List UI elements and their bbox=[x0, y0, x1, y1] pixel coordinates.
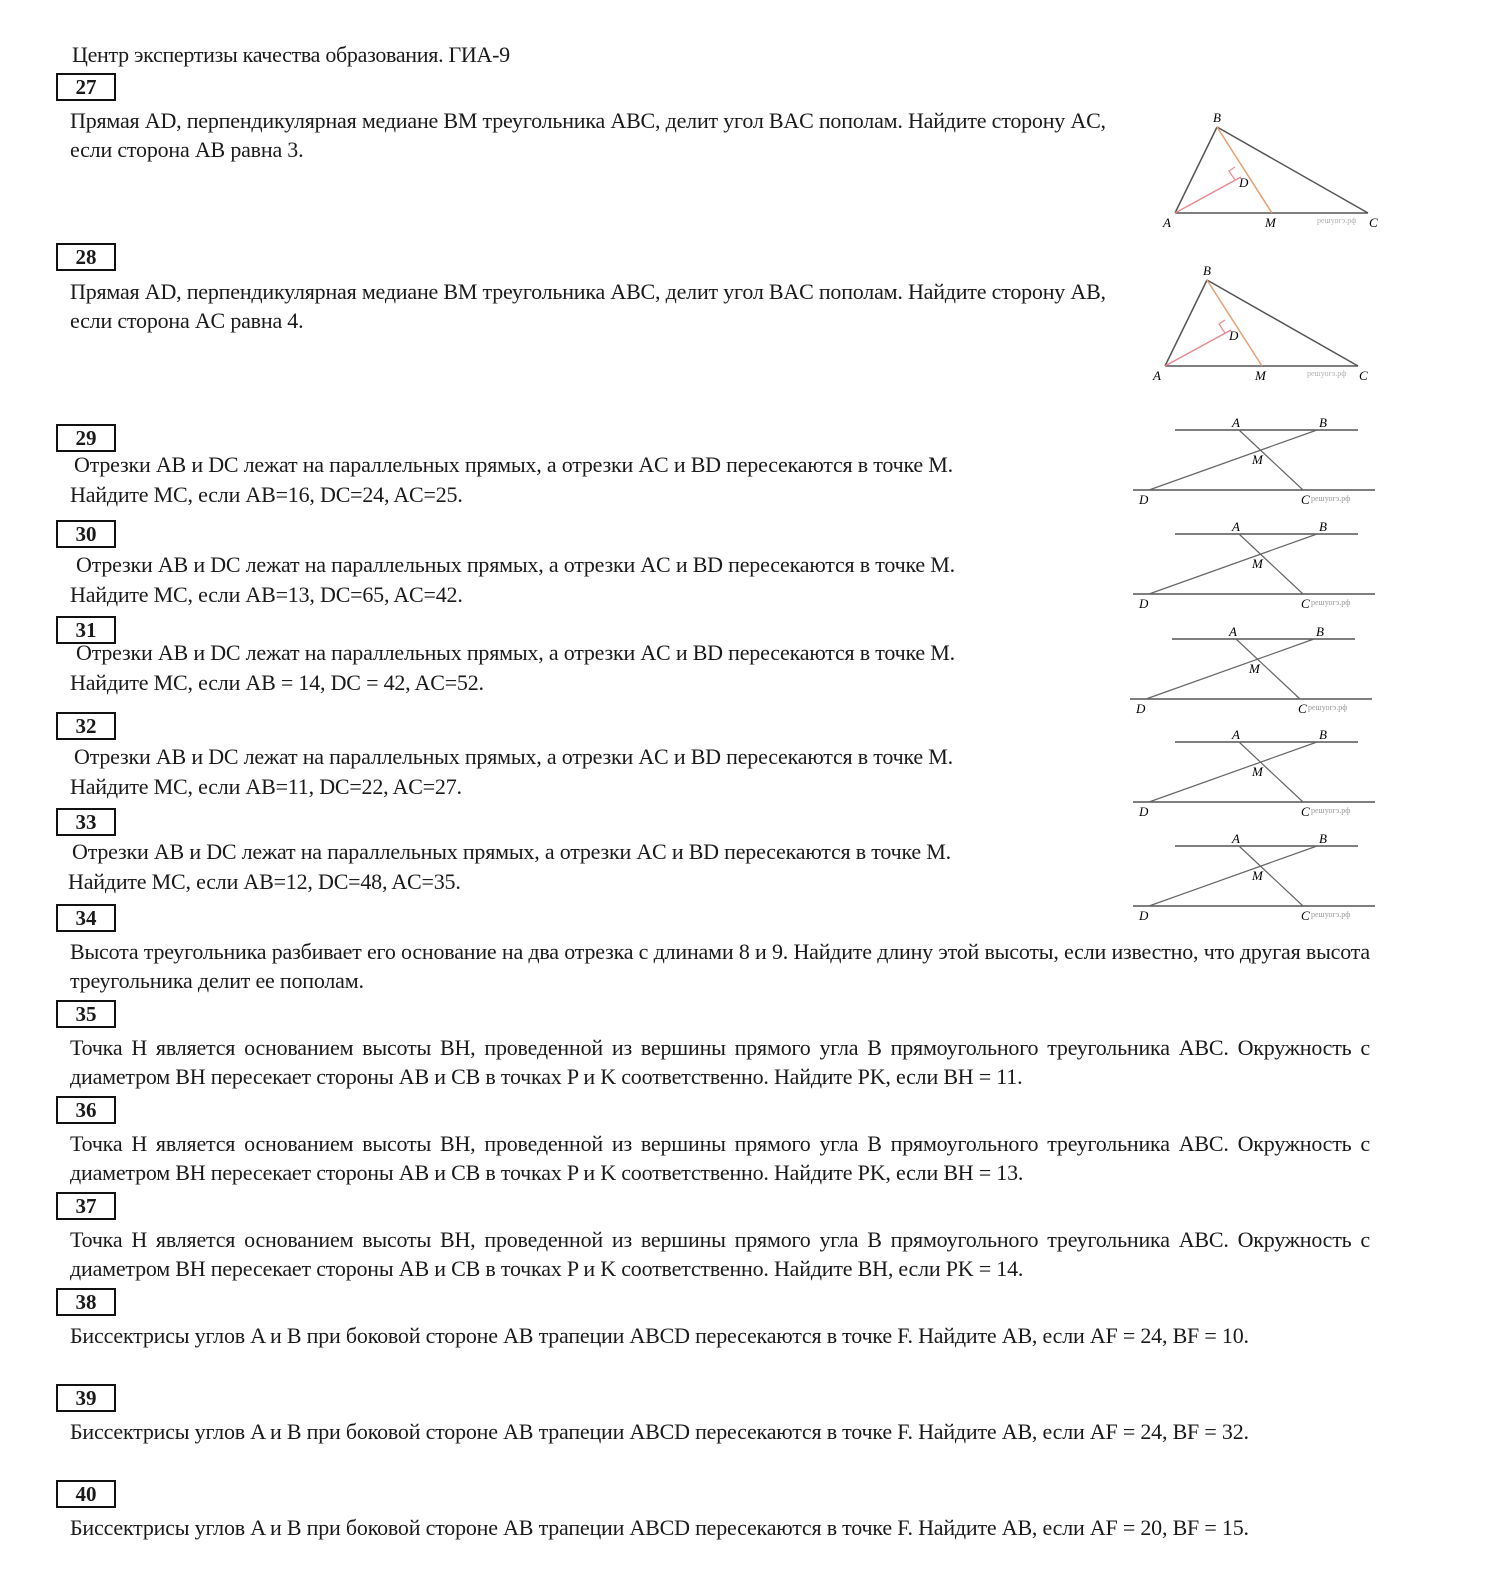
problem-number: 37 bbox=[56, 1192, 116, 1220]
parallel-segments-figure bbox=[1125, 724, 1375, 819]
svg-text:M: M bbox=[1265, 215, 1276, 230]
problem-text: Биссектрисы углов A и B при боковой стороне AB трапеции ABCD пересекаются в точке F. Найдите AB, если AF = 20, BF = 15. bbox=[70, 1515, 1249, 1540]
svg-text:M: M bbox=[1252, 868, 1263, 883]
svg-text:B: B bbox=[1319, 415, 1327, 430]
svg-text:B: B bbox=[1316, 624, 1324, 639]
svg-text:B: B bbox=[1319, 519, 1327, 534]
problem-text-line2: Найдите MC, если AB=16, DC=24, AC=25. bbox=[70, 482, 463, 507]
problem-text: Биссектрисы углов A и B при боковой стороне AB трапеции ABCD пересекаются в точке F. Найдите AB, если AF = 24, BF = 10. bbox=[70, 1323, 1249, 1348]
problem-text-line2: Найдите MC, если AB = 14, DC = 42, AC=52. bbox=[70, 670, 484, 695]
problem-number: 33 bbox=[56, 808, 116, 836]
problem-number: 31 bbox=[56, 616, 116, 644]
svg-text:M: M bbox=[1252, 452, 1263, 467]
triangle-figure bbox=[1155, 105, 1395, 235]
problem-text-line1: Отрезки AB и DC лежат на параллельных прямых, а отрезки AC и BD пересекаются в точке M. bbox=[74, 452, 953, 477]
problem-text-line2: Найдите MC, если AB=11, DC=22, AC=27. bbox=[70, 774, 462, 799]
svg-text:D: D bbox=[1229, 328, 1239, 343]
problem-text-line1: Отрезки AB и DC лежат на параллельных прямых, а отрезки AC и BD пересекаются в точке M. bbox=[72, 839, 951, 864]
svg-text:D: D bbox=[1139, 596, 1149, 611]
svg-text:A: A bbox=[1232, 519, 1240, 534]
svg-text:D: D bbox=[1136, 701, 1146, 716]
parallel-segments-figure bbox=[1125, 828, 1375, 923]
triangle-figure bbox=[1145, 258, 1385, 388]
problem-text: Точка H является основанием высоты BH, проведенной из вершины прямого угла B прямоугольного треугольника ABC. Окружность с диаметром BH пересекает стороны AB и CB в точках P и K соответственно. Найдите PK, если BH = 11. bbox=[70, 1035, 1370, 1089]
problem-text: Биссектрисы углов A и B при боковой стороне AB трапеции ABCD пересекаются в точке F. Найдите AB, если AF = 24, BF = 32. bbox=[70, 1419, 1249, 1444]
svg-text:решуогэ.рф: решуогэ.рф bbox=[1311, 494, 1351, 503]
parallel-segments-figure bbox=[1125, 412, 1375, 507]
svg-text:D: D bbox=[1139, 492, 1149, 507]
svg-text:решуогэ.рф: решуогэ.рф bbox=[1308, 703, 1348, 712]
svg-text:M: M bbox=[1252, 556, 1263, 571]
svg-text:M: M bbox=[1255, 368, 1266, 383]
svg-text:A: A bbox=[1163, 215, 1171, 230]
svg-text:D: D bbox=[1139, 804, 1149, 819]
svg-text:C: C bbox=[1301, 596, 1310, 611]
problem-number: 32 bbox=[56, 712, 116, 740]
svg-text:A: A bbox=[1153, 368, 1161, 383]
svg-text:C: C bbox=[1298, 701, 1307, 716]
problem-text: Прямая AD, перпендикулярная медиане BM треугольника ABC, делит угол BAC пополам. Найдите сторону AC, если сторона AB равна 3. bbox=[70, 108, 1106, 162]
svg-text:решуогэ.рф: решуогэ.рф bbox=[1307, 369, 1347, 378]
problem-text: Точка H является основанием высоты BH, проведенной из вершины прямого угла B прямоугольного треугольника ABC. Окружность с диаметром BH пересекает стороны AB и CB в точках P и K соответственно. Найдите PK, если BH = 13. bbox=[70, 1131, 1370, 1185]
label-B: B bbox=[1213, 110, 1221, 125]
svg-text:M: M bbox=[1252, 764, 1263, 779]
problem-text-line2: Найдите MC, если AB=12, DC=48, AC=35. bbox=[68, 869, 461, 894]
problem-text: Высота треугольника разбивает его основание на два отрезка с длинами 8 и 9. Найдите длину этой высоты, если известно, что другая высота треугольника делит ее пополам. bbox=[70, 939, 1370, 993]
svg-text:A: A bbox=[1232, 831, 1240, 846]
svg-text:B: B bbox=[1319, 727, 1327, 742]
problem-number: 40 bbox=[56, 1480, 116, 1508]
svg-text:C: C bbox=[1301, 908, 1310, 923]
problem-text: Точка H является основанием высоты BH, проведенной из вершины прямого угла B прямоугольного треугольника ABC. Окружность с диаметром BH пересекает стороны AB и CB в точках P и K соответственно. Найдите BH, если PK = 14. bbox=[70, 1227, 1370, 1281]
problem-number: 36 bbox=[56, 1096, 116, 1124]
page-header: Центр экспертизы качества образования. ГИА-9 bbox=[72, 42, 510, 67]
svg-text:A: A bbox=[1232, 727, 1240, 742]
svg-text:B: B bbox=[1203, 263, 1211, 278]
svg-text:решуогэ.рф: решуогэ.рф bbox=[1311, 806, 1351, 815]
svg-text:C: C bbox=[1301, 804, 1310, 819]
problem-text: Прямая AD, перпендикулярная медиане BM треугольника ABC, делит угол BAC пополам. Найдите сторону AB, если сторона AC равна 4. bbox=[70, 279, 1106, 333]
svg-text:A: A bbox=[1229, 624, 1237, 639]
problem-number: 39 bbox=[56, 1384, 116, 1412]
parallel-segments-figure bbox=[1125, 516, 1375, 611]
problem-number: 34 bbox=[56, 904, 116, 932]
svg-text:A: A bbox=[1232, 415, 1240, 430]
problem-number: 28 bbox=[56, 243, 116, 271]
problem-number: 27 bbox=[56, 73, 116, 101]
problem-text-line1: Отрезки AB и DC лежат на параллельных прямых, а отрезки AC и BD пересекаются в точке M. bbox=[76, 640, 955, 665]
parallel-segments-figure bbox=[1122, 621, 1372, 716]
svg-text:D: D bbox=[1239, 175, 1249, 190]
svg-text:C: C bbox=[1369, 215, 1378, 230]
svg-text:решуогэ.рф: решуогэ.рф bbox=[1311, 910, 1351, 919]
problem-number: 30 bbox=[56, 520, 116, 548]
svg-text:C: C bbox=[1359, 368, 1368, 383]
problem-number: 35 bbox=[56, 1000, 116, 1028]
problem-text-line1: Отрезки AB и DC лежат на параллельных прямых, а отрезки AC и BD пересекаются в точке M. bbox=[74, 744, 953, 769]
svg-text:B: B bbox=[1319, 831, 1327, 846]
problem-number: 29 bbox=[56, 424, 116, 452]
problem-number: 38 bbox=[56, 1288, 116, 1316]
problem-text-line2: Найдите MC, если AB=13, DC=65, AC=42. bbox=[70, 582, 463, 607]
svg-text:C: C bbox=[1301, 492, 1310, 507]
svg-text:решуогэ.рф: решуогэ.рф bbox=[1317, 216, 1357, 225]
svg-text:D: D bbox=[1139, 908, 1149, 923]
svg-text:M: M bbox=[1249, 661, 1260, 676]
svg-text:решуогэ.рф: решуогэ.рф bbox=[1311, 598, 1351, 607]
problem-text-line1: Отрезки AB и DC лежат на параллельных прямых, а отрезки AC и BD пересекаются в точке M. bbox=[76, 552, 955, 577]
